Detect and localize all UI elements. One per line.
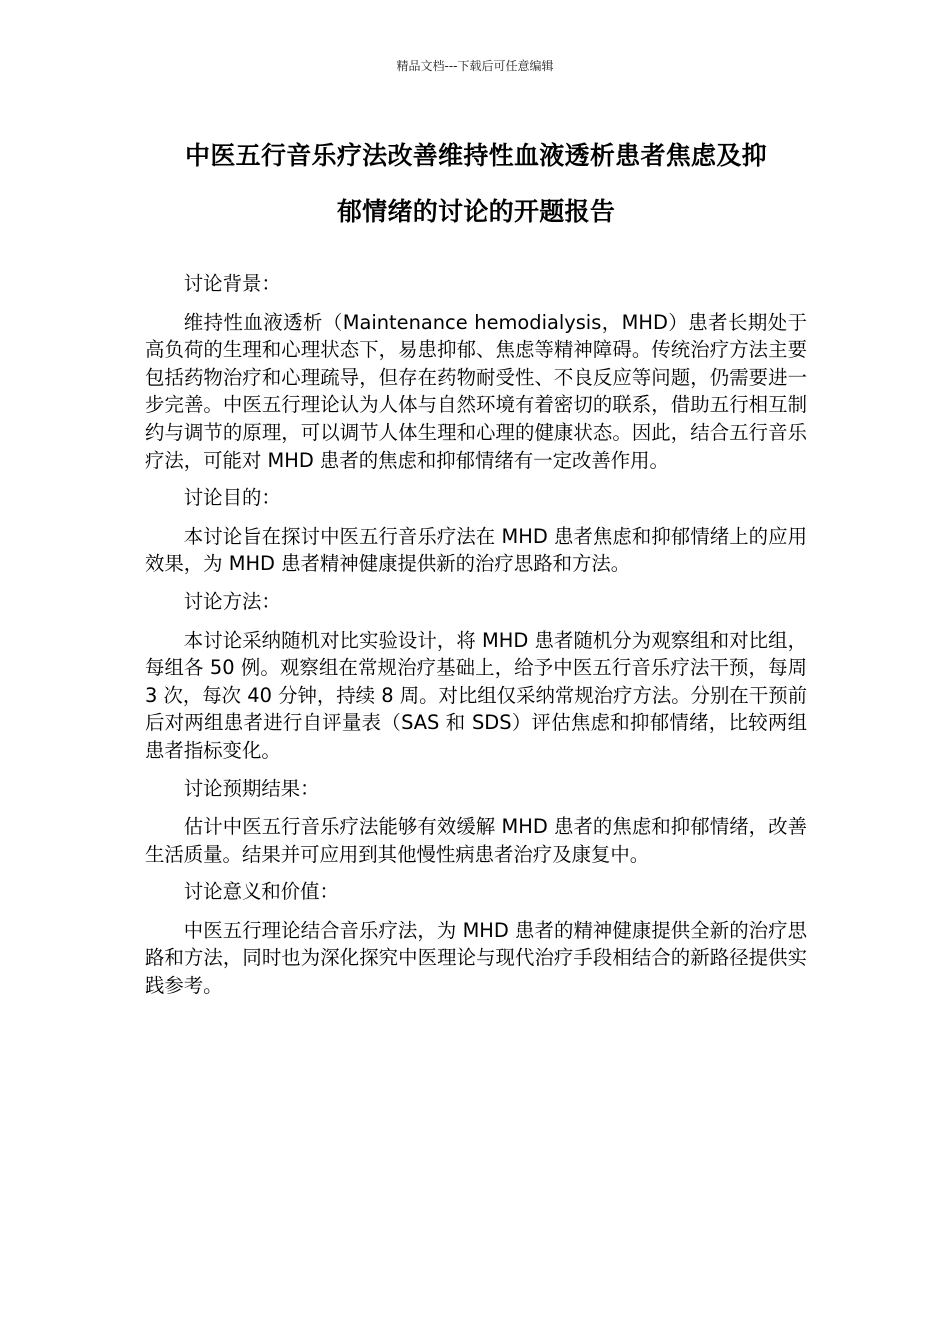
title-line-2: 郁情绪的讨论的开题报告: [336, 197, 616, 226]
document-title: [145, 128, 807, 240]
section-text-method: 本讨论采纳随机对比实验设计，将 MHD 患者随机分为观察组和对比组，每组各 50 例。观察组在常规治疗基础上，给予中医五行音乐疗法干预，每周 3 次，每次 40 分钟，持续 8 周。对比组仅采纳常规治疗方法。分别在干预前后对两组患者进行自评量表（SAS 和 SDS）评估焦虑和抑郁情绪，比较两组患者指标变化。: [145, 628, 807, 762]
title-line-1: 中医五行音乐疗法改善维持性血液透析患者焦虑及抑: [185, 141, 767, 170]
section-text-significance: 中医五行理论结合音乐疗法，为 MHD 患者的精神健康提供全新的治疗思路和方法，同时也为深化探究中医理论与现代治疗手段相结合的新路径提供实践参考。: [145, 918, 807, 998]
section-text-purpose: 本讨论旨在探讨中医五行音乐疗法在 MHD 患者焦虑和抑郁情绪上的应用效果，为 MHD 患者精神健康提供新的治疗思路和方法。: [145, 524, 807, 576]
section-heading-significance: 讨论意义和价值：: [183, 880, 339, 904]
document-body: [145, 270, 807, 1010]
section-text-background: 维持性血液透析（Maintenance hemodialysis，MHD）患者长期处于高负荷的生理和心理状态下，易患抑郁、焦虑等精神障碍。传统治疗方法主要包括药物治疗和心理疏导，但存在药物耐受性、不良反应等问题，仍需要进一步完善。中医五行理论认为人体与自然环境有着密切的联系，借助五行相互制约与调节的原理，可以调节人体生理和心理的健康状态。因此，结合五行音乐疗法，可能对 MHD 患者的焦虑和抑郁情绪有一定改善作用。: [145, 310, 807, 472]
section-text-expected-results: 估计中医五行音乐疗法能够有效缓解 MHD 患者的焦虑和抑郁情绪，改善生活质量。结果并可应用到其他慢性病患者治疗及康复中。: [145, 815, 807, 866]
section-heading-purpose: 讨论目的：: [183, 486, 281, 510]
section-heading-background: 讨论背景：: [183, 272, 281, 295]
section-heading-method: 讨论方法：: [183, 589, 281, 613]
header-note: 精品文档---下载后可任意编辑: [396, 59, 554, 73]
section-heading-expected-results: 讨论预期结果：: [183, 776, 320, 800]
